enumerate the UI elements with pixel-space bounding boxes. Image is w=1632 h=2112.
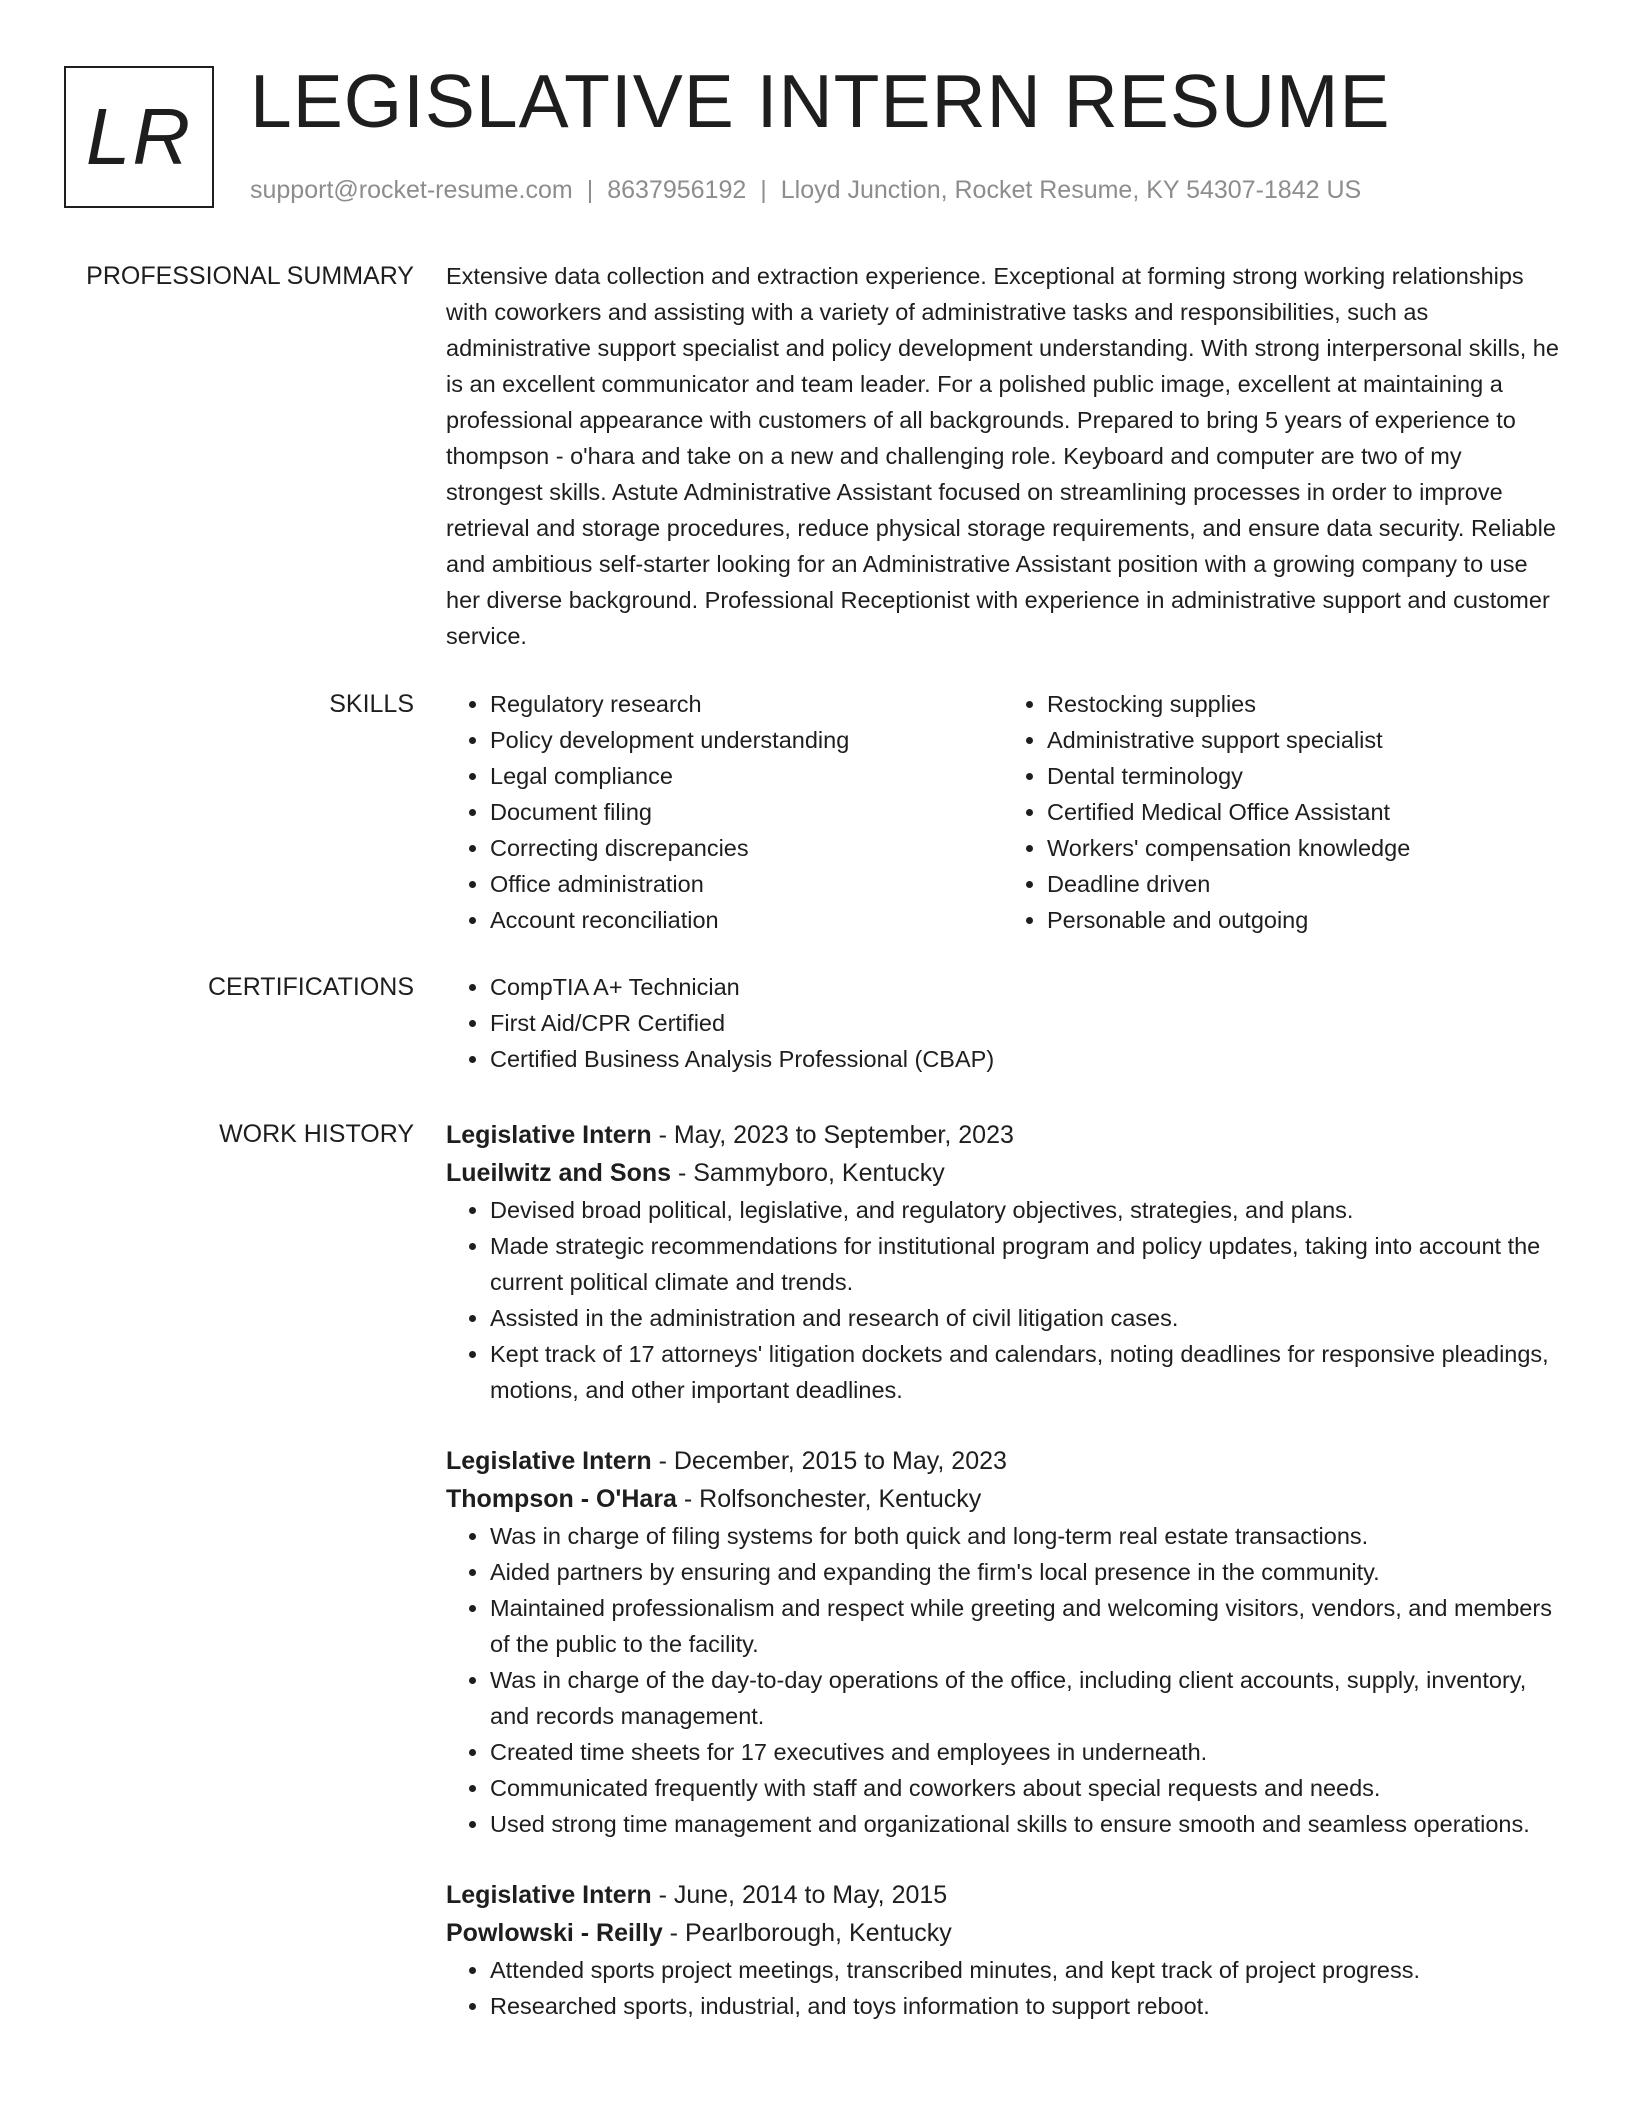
summary-line: and computer are two of my strongest skills. Astute Administrative Assistant focused on	[446, 443, 1462, 505]
job-title-line	[446, 1876, 1560, 1914]
job-duty: • Communicated frequently with staff and coworkers about special requests and needs.	[490, 1770, 1560, 1806]
job-company: Thompson - O'Hara	[446, 1485, 677, 1513]
contact-phone: 8637956192	[607, 176, 747, 204]
section-label-certifications: CERTIFICATIONS	[207, 973, 414, 1001]
contact-email: support@rocket-resume.com	[250, 176, 573, 204]
certifications-body	[446, 969, 1560, 1077]
skill-item: • Account reconciliation	[490, 902, 1003, 938]
job-dates: - June, 2014 to May, 2015	[651, 1881, 948, 1909]
job-duty: • Made strategic recommendations for institutional program and policy updates, taking into account the current political climate and trends.	[490, 1228, 1560, 1300]
certifications-list	[446, 969, 1560, 1077]
job-dates: - December, 2015 to May, 2023	[651, 1447, 1007, 1475]
job-duties-list	[446, 1192, 1560, 1408]
monogram-badge	[64, 66, 214, 208]
skill-item: • Policy development understanding	[490, 722, 1003, 758]
job-duty: • Assisted in the administration and research of civil litigation cases.	[490, 1300, 1560, 1336]
summary-text	[446, 258, 1560, 654]
skill-item: • Administrative support specialist	[1047, 722, 1560, 758]
job-company-line	[446, 1154, 1560, 1192]
contact-line	[250, 174, 1361, 206]
skill-item: • Workers' compensation knowledge	[1047, 830, 1560, 866]
job-company-line	[446, 1914, 1560, 1952]
summary-line: bring 5 years of experience to thompson - o'hara and take on a new and challenging role. Keyboard	[446, 407, 1516, 469]
summary-line: streamlining processes in order to improve retrieval and storage procedures, reduce physical storage	[446, 479, 1503, 541]
section-label-work-history: WORK HISTORY	[219, 1120, 414, 1148]
job-company: Powlowski - Reilly	[446, 1919, 663, 1947]
job-duty: • Was in charge of filing systems for both quick and long-term real estate transactions.	[490, 1518, 1560, 1554]
job-location: - Rolfsonchester, Kentucky	[676, 1485, 982, 1513]
skill-item: • Office administration	[490, 866, 1003, 902]
job-entry	[446, 1116, 1560, 1408]
job-duty: • Maintained professionalism and respect while greeting and welcoming visitors, vendors, and members of the public to the facility.	[490, 1590, 1560, 1662]
job-title: Legislative Intern	[446, 1447, 652, 1475]
section-label-summary: PROFESSIONAL SUMMARY	[86, 262, 414, 290]
summary-body	[446, 258, 1560, 654]
skill-item: • Document filing	[490, 794, 1003, 830]
skill-item: • Regulatory research	[490, 686, 1003, 722]
skill-item: • Certified Medical Office Assistant	[1047, 794, 1560, 830]
skill-item: • Personable and outgoing	[1047, 902, 1560, 938]
certification-item: • Certified Business Analysis Professional (CBAP)	[490, 1041, 1560, 1077]
job-duty: • Was in charge of the day-to-day operations of the office, including client accounts, supply, inventory, and records management.	[490, 1662, 1560, 1734]
skill-item: • Dental terminology	[1047, 758, 1560, 794]
skills-list-left	[446, 686, 1003, 938]
job-entry	[446, 1876, 1560, 2024]
section-label-skills: SKILLS	[329, 690, 414, 718]
job-company: Lueilwitz and Sons	[446, 1159, 672, 1187]
job-duty: • Kept track of 17 attorneys' litigation dockets and calendars, noting deadlines for responsive pleadings, motions, and other important deadlines.	[490, 1336, 1560, 1408]
summary-line: Professional Receptionist with experience in administrative support and customer service.	[446, 587, 1550, 649]
summary-line: Extensive data collection and extraction experience. Exceptional at forming strong working	[446, 263, 1386, 289]
summary-line: excellent at maintaining a professional appearance with customers of all backgrounds. Prepared to	[446, 371, 1503, 433]
job-title: Legislative Intern	[446, 1881, 652, 1909]
skill-item: • Correcting discrepancies	[490, 830, 1003, 866]
resume-title: LEGISLATIVE INTERN RESUME	[250, 59, 1391, 143]
job-location: - Sammyboro, Kentucky	[671, 1159, 945, 1187]
job-duty: • Created time sheets for 17 executives and employees in underneath.	[490, 1734, 1560, 1770]
summary-line: requirements, and ensure data security. Reliable and ambitious self-starter looking for an	[446, 515, 1556, 577]
summary-line: such as administrative support specialist and policy development understanding. With strong	[446, 299, 1429, 361]
job-duty: • Researched sports, industrial, and toys information to support reboot.	[490, 1988, 1560, 2024]
summary-line: interpersonal skills, he is an excellent communicator and team leader. For a polished public image,	[446, 335, 1559, 397]
job-duty: • Used strong time management and organizational skills to ensure smooth and seamless operations.	[490, 1806, 1560, 1842]
job-dates: - May, 2023 to September, 2023	[651, 1121, 1014, 1149]
job-duties-list	[446, 1518, 1560, 1842]
contact-separator: |	[760, 176, 767, 204]
work-history-body	[446, 1116, 1560, 2024]
job-location: - Pearlborough, Kentucky	[662, 1919, 952, 1947]
monogram-initials: LR	[85, 92, 193, 181]
job-duties-list	[446, 1952, 1560, 2024]
certification-item: • CompTIA A+ Technician	[490, 969, 1560, 1005]
job-duty: • Aided partners by ensuring and expanding the firm's local presence in the community.	[490, 1554, 1560, 1590]
contact-separator: |	[586, 176, 594, 204]
skills-body	[446, 686, 1560, 938]
job-duty: • Attended sports project meetings, transcribed minutes, and kept track of project progress.	[490, 1952, 1560, 1988]
job-title: Legislative Intern	[446, 1121, 652, 1149]
skill-item: • Legal compliance	[490, 758, 1003, 794]
skills-list-right	[1003, 686, 1560, 938]
certification-item: • First Aid/CPR Certified	[490, 1005, 1560, 1041]
job-company-line	[446, 1480, 1560, 1518]
job-title-line	[446, 1442, 1560, 1480]
summary-line: relationships with coworkers and assisting with a variety of administrative tasks and responsibilities,	[446, 263, 1524, 325]
skill-item: • Restocking supplies	[1047, 686, 1560, 722]
job-title-line	[446, 1116, 1560, 1154]
contact-address: Lloyd Junction, Rocket Resume, KY 54307-1842 US	[780, 176, 1362, 204]
job-entry	[446, 1442, 1560, 1842]
job-duty: • Devised broad political, legislative, and regulatory objectives, strategies, and plans.	[490, 1192, 1560, 1228]
skill-item: • Deadline driven	[1047, 866, 1560, 902]
summary-line: Administrative Assistant position with a growing company to use her diverse background.	[446, 551, 1528, 613]
